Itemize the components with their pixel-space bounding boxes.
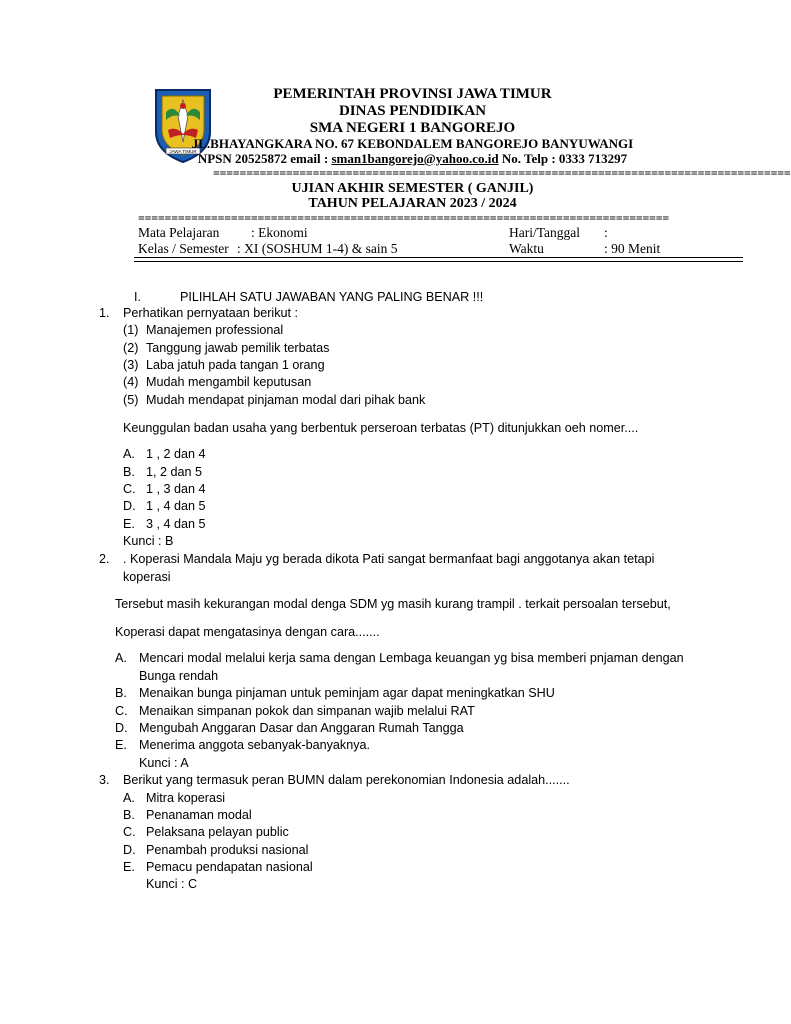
- q3-option-text: Pemacu pendapatan nasional: [146, 860, 313, 874]
- q2-option-letter: B.: [115, 686, 127, 700]
- q3-option-letter: C.: [123, 825, 136, 839]
- q2-option-text: Mencari modal melalui kerja sama dengan Lembaga keuangan yg bisa memberi pnjaman dengan: [139, 651, 684, 665]
- q1-item-number: (1): [123, 323, 139, 337]
- q1-option-text: 1 , 3 dan 4: [146, 482, 206, 496]
- header-department: DINAS PENDIDIKAN: [338, 103, 487, 119]
- q2-answer-key: Kunci : A: [139, 756, 189, 770]
- q2-option-letter: C.: [115, 704, 128, 718]
- meta-divider-line: [134, 257, 743, 262]
- q1-item-text: Mudah mendapat pinjaman modal dari pihak bank: [146, 393, 426, 407]
- q3-option-letter: D.: [123, 843, 136, 857]
- q2-number: 2.: [99, 552, 110, 566]
- q1-option-letter: A.: [123, 447, 135, 461]
- q1-item-number: (5): [123, 393, 139, 407]
- logo-banner-text: JAWA TIMUR: [169, 149, 197, 154]
- q2-line: . Koperasi Mandala Maju yg berada dikota Pati sangat bermanfaat bagi anggotanya akan tetapi: [123, 552, 655, 566]
- header-government: PEMERINTAH PROVINSI JAWA TIMUR: [273, 86, 552, 102]
- section-number: I.: [134, 290, 141, 304]
- q2-option-text: Mengubah Anggaran Dasar dan Anggaran Rumah Tangga: [139, 721, 464, 735]
- header-school-name: SMA NEGERI 1 BANGOREJO: [309, 120, 516, 136]
- time-value: : 90 Menit: [604, 241, 661, 256]
- q3-option-letter: A.: [123, 791, 135, 805]
- class-value: : XI (SOSHUM 1-4) & sain 5: [237, 241, 398, 256]
- q2-option-text: Menerima anggota sebanyak-banyaknya.: [139, 738, 371, 752]
- q1-item-number: (2): [123, 341, 139, 355]
- q2-option-text: Bunga rendah: [139, 669, 219, 683]
- exam-year: TAHUN PELAJARAN 2023 / 2024: [308, 196, 517, 211]
- q1-option-letter: B.: [123, 465, 135, 479]
- subject-value: : Ekonomi: [251, 225, 308, 240]
- q3-option-letter: B.: [123, 808, 135, 822]
- time-label: Waktu: [509, 241, 544, 256]
- q1-intro: Perhatikan pernyataan berikut :: [123, 306, 299, 320]
- header-email[interactable]: sman1bangorejo@yahoo.co.id: [331, 151, 499, 166]
- q2-option-letter: A.: [115, 651, 127, 665]
- q1-question: Keunggulan badan usaha yang berbentuk perseroan terbatas (PT) ditunjukkan oeh nomer....: [123, 421, 639, 435]
- date-label: Hari/Tanggal: [509, 225, 581, 240]
- q2-line: Tersebut masih kekurangan modal denga SDM yg masih kurang trampil . terkait persoalan tersebut,: [115, 597, 671, 611]
- q2-option-text: Menaikan bunga pinjaman untuk peminjam agar dapat meningkatkan SHU: [139, 686, 555, 700]
- q3-option-text: Penanaman modal: [146, 808, 252, 822]
- q1-item-text: Manajemen professional: [146, 323, 284, 337]
- q2-option-letter: D.: [115, 721, 128, 735]
- q1-item-number: (3): [123, 358, 139, 372]
- q2-line: Koperasi dapat mengatasinya dengan cara.......: [115, 625, 380, 639]
- q3-option-text: Pelaksana pelayan public: [146, 825, 289, 839]
- q1-item-number: (4): [123, 375, 139, 389]
- q1-option-letter: C.: [123, 482, 136, 496]
- header-address: JL.BHAYANGKARA NO. 67 KEBONDALEM BANGOREJO BANYUWANGI: [191, 136, 634, 151]
- subject-label: Mata Pelajaran: [138, 225, 220, 240]
- header-npsn: NPSN 20525872 email :: [197, 151, 332, 166]
- q3-answer-key: Kunci : C: [146, 877, 198, 891]
- q3-question: Berikut yang termasuk peran BUMN dalam perekonomian Indonesia adalah.......: [123, 773, 570, 787]
- q1-item-text: Laba jatuh pada tangan 1 orang: [146, 358, 325, 372]
- q3-number: 3.: [99, 773, 110, 787]
- q2-option-letter: E.: [115, 738, 127, 752]
- exam-separator: ================================================================================: [138, 211, 670, 225]
- q1-item-text: Tanggung jawab pemilik terbatas: [146, 341, 330, 355]
- q1-item-text: Mudah mengambil keputusan: [146, 375, 312, 389]
- q3-option-text: Penambah produksi nasional: [146, 843, 309, 857]
- q1-option-text: 1 , 4 dan 5: [146, 499, 206, 513]
- header-separator: =======================================================================================: [213, 166, 791, 180]
- header-phone: No. Telp : 0333 713297: [498, 151, 628, 166]
- q2-option-text: Menaikan simpanan pokok dan simpanan wajib melalui RAT: [139, 704, 475, 718]
- q1-option-text: 3 , 4 dan 5: [146, 517, 206, 531]
- header-contact: [150, 151, 675, 167]
- q2-line: koperasi: [123, 570, 171, 584]
- q3-option-letter: E.: [123, 860, 135, 874]
- date-value: :: [604, 225, 608, 240]
- q1-option-text: 1 , 2 dan 4: [146, 447, 206, 461]
- q1-option-letter: D.: [123, 499, 136, 513]
- class-label: Kelas / Semester: [138, 241, 229, 256]
- q1-number: 1.: [99, 306, 110, 320]
- q1-option-text: 1, 2 dan 5: [146, 465, 203, 479]
- q3-option-text: Mitra koperasi: [146, 791, 226, 805]
- section-title: PILIHLAH SATU JAWABAN YANG PALING BENAR !!!: [180, 290, 484, 304]
- q1-answer-key: Kunci : B: [123, 534, 174, 548]
- q1-option-letter: E.: [123, 517, 135, 531]
- exam-title: UJIAN AKHIR SEMESTER ( GANJIL): [291, 181, 534, 196]
